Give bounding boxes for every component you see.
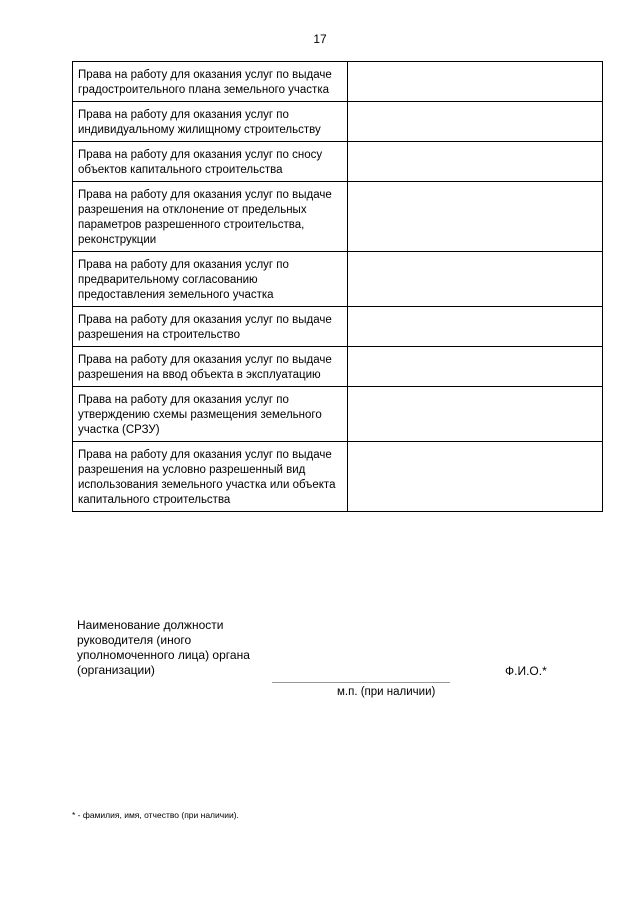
row-label: Права на работу для оказания услуг по предварительному согласованию предоставления земельного участка — [73, 252, 348, 307]
table-row — [73, 182, 603, 252]
rights-table — [72, 61, 603, 512]
table-row — [73, 387, 603, 442]
page-number: 17 — [313, 32, 327, 46]
table-row — [73, 102, 603, 142]
table-row — [73, 307, 603, 347]
table-row — [73, 347, 603, 387]
row-label: Права на работу для оказания услуг по индивидуальному жилищному строительству — [73, 102, 348, 142]
row-label: Права на работу для оказания услуг по утверждению схемы размещения земельного участка (СРЗУ) — [73, 387, 348, 442]
row-label: Права на работу для оказания услуг по выдаче градостроительного плана земельного участка — [73, 62, 348, 102]
signature-line — [272, 682, 450, 683]
row-value — [348, 442, 603, 512]
seal-label: м.п. (при наличии) — [337, 686, 436, 698]
table-row — [73, 252, 603, 307]
table-row — [73, 442, 603, 512]
row-value — [348, 62, 603, 102]
row-value — [348, 347, 603, 387]
table-row — [73, 142, 603, 182]
row-label: Права на работу для оказания услуг по выдаче разрешения на условно разрешенный вид использования земельного участка или объекта капитального строительства — [73, 442, 348, 512]
row-value — [348, 387, 603, 442]
row-label: Права на работу для оказания услуг по сносу объектов капитального строительства — [73, 142, 348, 182]
position-label: Наименование должности руководителя (иного уполномоченного лица) органа (организации) — [77, 618, 250, 677]
footnote: * - фамилия, имя, отчество (при наличии). — [72, 810, 239, 820]
row-value — [348, 182, 603, 252]
fio-label: Ф.И.О.* — [505, 664, 547, 678]
row-value — [348, 307, 603, 347]
row-value — [348, 142, 603, 182]
row-label: Права на работу для оказания услуг по выдаче разрешения на отклонение от предельных параметров разрешенного строительства, реконструкции — [73, 182, 348, 252]
row-label: Права на работу для оказания услуг по выдаче разрешения на строительство — [73, 307, 348, 347]
row-value — [348, 252, 603, 307]
table-row — [73, 62, 603, 102]
row-label: Права на работу для оказания услуг по выдаче разрешения на ввод объекта в эксплуатацию — [73, 347, 348, 387]
row-value — [348, 102, 603, 142]
